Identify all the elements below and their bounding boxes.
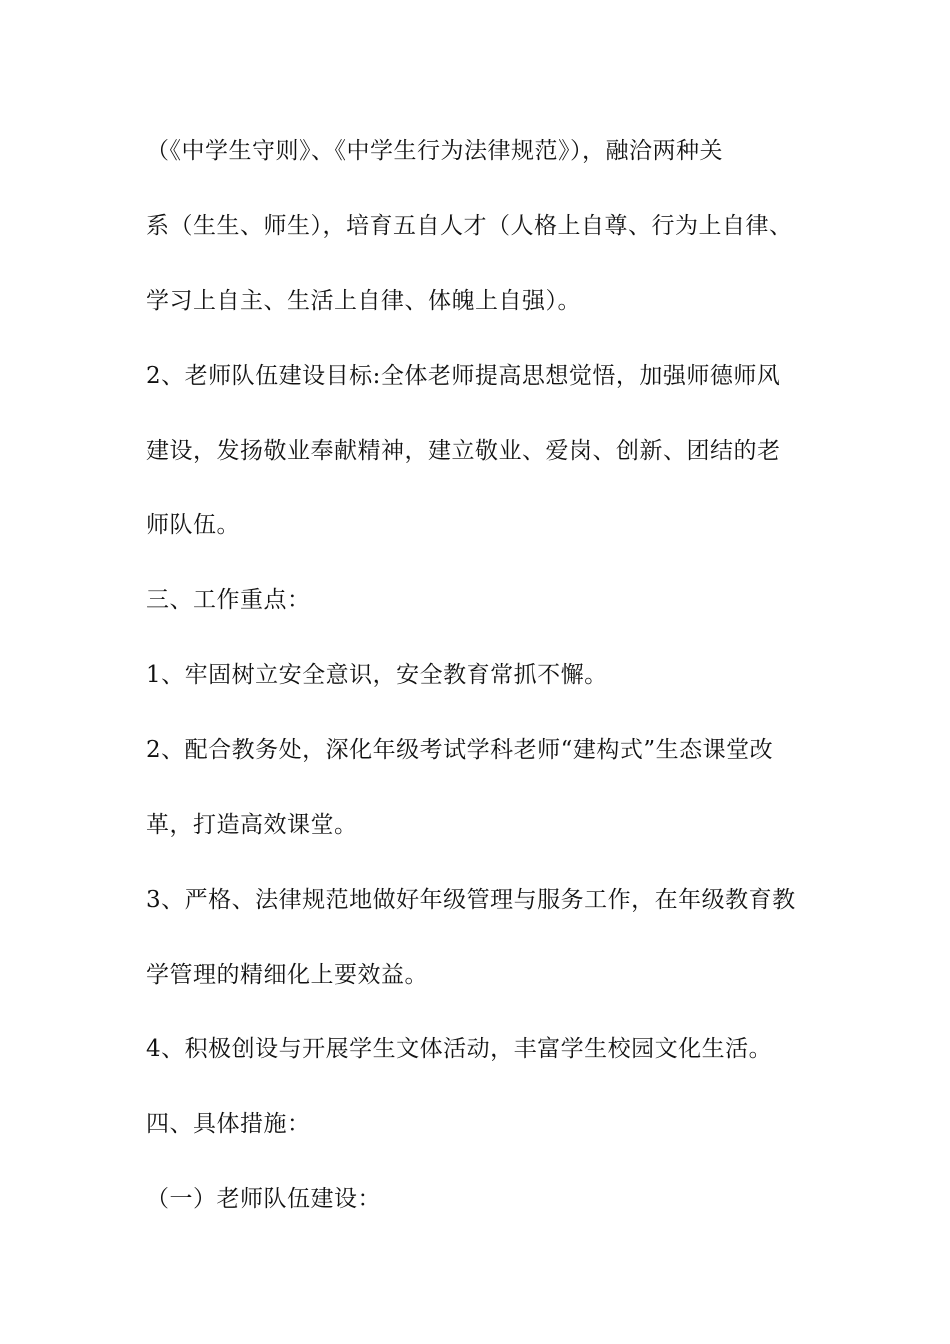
text-line-6: 师队伍。 xyxy=(146,512,240,538)
text-line-9: 2、配合教务处，深化年级考试学科老师“建构式”生态课堂改 xyxy=(146,737,774,763)
section-heading-work-focus: 三、工作重点： xyxy=(146,587,311,613)
text-line-1: （《中学生守则》、《中学生行为法律规范》），融洽两种关 xyxy=(146,138,723,164)
text-line-10: 革，打造高效课堂。 xyxy=(146,812,358,838)
text-line-8: 1、牢固树立安全意识，安全教育常抓不懈。 xyxy=(146,662,608,688)
text-line-4: 2、老师队伍建设目标:全体老师提高思想觉悟，加强师德师风 xyxy=(146,363,781,389)
text-line-11: 3、严格、法律规范地做好年级管理与服务工作，在年级教育教 xyxy=(146,887,796,913)
section-heading-measures: 四、具体措施： xyxy=(146,1111,311,1137)
subsection-heading-teacher-team: （一）老师队伍建设： xyxy=(146,1186,381,1212)
text-line-12: 学管理的精细化上要效益。 xyxy=(146,962,428,988)
text-line-2: 系（生生、师生），培育五自人才（人格上自尊、行为上自律、 xyxy=(146,213,793,239)
text-line-5: 建设，发扬敬业奉献精神，建立敬业、爱岗、创新、团结的老 xyxy=(146,438,781,464)
text-line-13: 4、积极创设与开展学生文体活动，丰富学生校园文化生活。 xyxy=(146,1036,773,1062)
text-line-3: 学习上自主、生活上自律、体魄上自强）。 xyxy=(146,288,581,314)
